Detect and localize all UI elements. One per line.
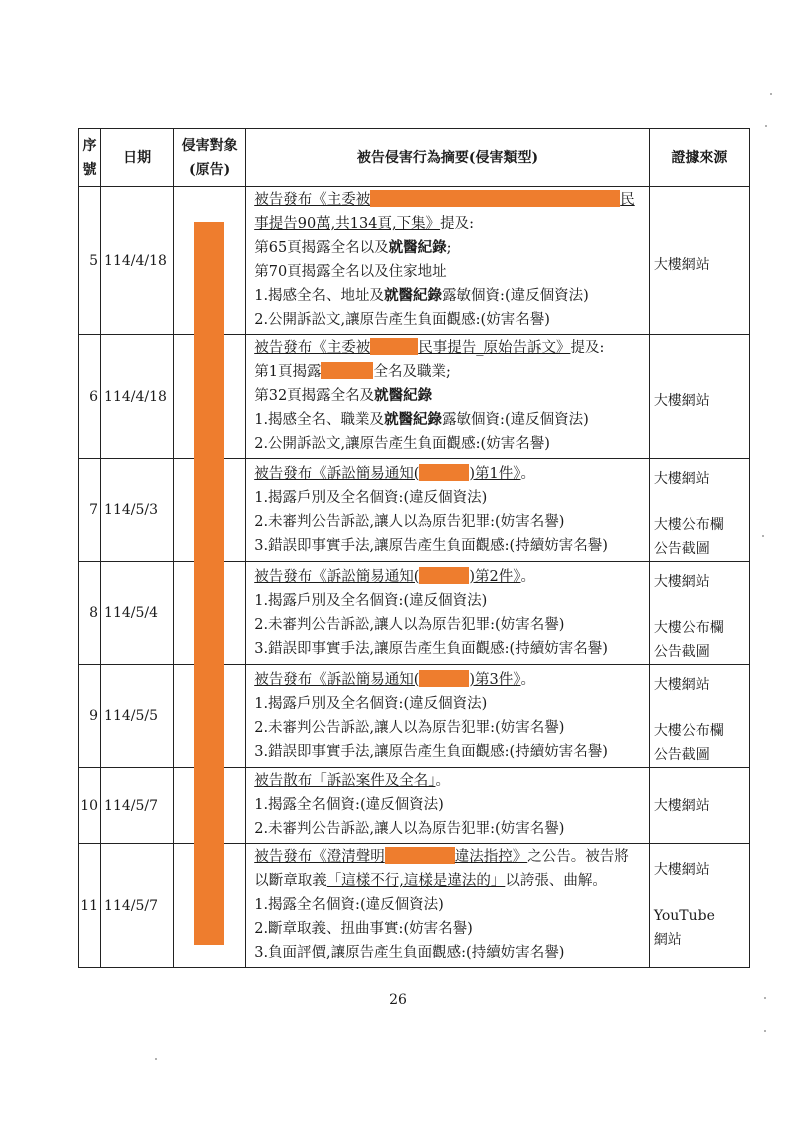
summary-text: 被告發布《訴訟簡易通知( bbox=[254, 568, 420, 585]
redaction-block bbox=[419, 567, 469, 584]
summary-text: 3.負面評價,讓原告產生負面觀感:(持續妨害名譽) bbox=[254, 945, 565, 961]
summary-text: 2.未審判公告訴訟,讓人以為原告犯罪:(妨害名譽) bbox=[254, 616, 565, 633]
summary-text: 就醫紀錄 bbox=[384, 287, 443, 304]
summary-text: 3.錯誤即事實手法,讓原告產生負面觀感:(持續妨害名譽) bbox=[254, 640, 608, 657]
row-source bbox=[649, 335, 749, 459]
row-source bbox=[649, 768, 749, 844]
summary-line bbox=[254, 668, 643, 692]
summary-text: 。 bbox=[435, 773, 450, 789]
table-row bbox=[79, 768, 750, 844]
header-date: 日期 bbox=[101, 129, 174, 187]
summary-text: 第1頁揭露 bbox=[254, 364, 322, 380]
summary-text: 第70頁揭露全名以及住家地址 bbox=[254, 264, 447, 280]
header-row bbox=[79, 129, 750, 187]
table-row bbox=[79, 459, 750, 562]
row-summary bbox=[246, 665, 650, 768]
summary-line bbox=[254, 565, 643, 589]
summary-text: 以誇張、曲解。 bbox=[505, 873, 607, 889]
summary-line bbox=[254, 740, 643, 764]
row-source bbox=[649, 665, 749, 768]
summary-line bbox=[254, 510, 643, 534]
row-seq: 11 bbox=[79, 844, 101, 968]
summary-text: 被告發布《訴訟簡易通知( bbox=[254, 671, 420, 688]
row-date: 114/5/5 bbox=[101, 665, 174, 768]
row-source bbox=[649, 187, 749, 335]
scan-speck bbox=[764, 997, 766, 999]
summary-text: 1.揭露戶別及全名個資:(違反個資法) bbox=[254, 592, 488, 609]
summary-line bbox=[254, 769, 643, 793]
header-seq: 序 號 bbox=[79, 129, 101, 187]
summary-text: 1.揭感全名、職業及 bbox=[254, 412, 385, 428]
source-text: 大樓公布欄 bbox=[653, 517, 724, 533]
row-date: 114/5/4 bbox=[101, 562, 174, 665]
table-row bbox=[79, 665, 750, 768]
row-seq: 10 bbox=[79, 768, 101, 844]
summary-line bbox=[254, 637, 643, 661]
summary-text: 。 bbox=[520, 568, 536, 585]
summary-line bbox=[254, 308, 643, 332]
summary-text: 2.斷章取義、扭曲事實:(妨害名譽) bbox=[254, 921, 473, 937]
source-text: 公告截圖 bbox=[653, 644, 710, 660]
summary-text: 。 bbox=[520, 671, 536, 688]
summary-text: 被告發布《主委被 bbox=[254, 340, 371, 356]
summary-line bbox=[254, 534, 643, 558]
summary-text: 1.揭感全名、地址及 bbox=[254, 288, 385, 304]
summary-text: 民事提告_原始告訴文》 bbox=[418, 340, 571, 356]
summary-line bbox=[254, 589, 643, 613]
summary-line bbox=[254, 212, 643, 236]
summary-text: 3.錯誤即事實手法,讓原告產生負面觀感:(持續妨害名譽) bbox=[254, 537, 608, 554]
summary-line bbox=[254, 284, 643, 308]
row-seq: 6 bbox=[79, 335, 101, 459]
summary-text: )第2件》 bbox=[469, 568, 521, 585]
victim-redaction-bar bbox=[194, 222, 224, 945]
summary-text: 就醫紀錄 bbox=[384, 411, 443, 428]
source-text: 大樓網站 bbox=[653, 677, 710, 693]
summary-text: 2.未審判公告訴訟,讓人以為原告犯罪:(妨害名譽) bbox=[254, 719, 565, 736]
table-row bbox=[79, 187, 750, 335]
summary-text: 之公告。被告將 bbox=[527, 849, 629, 865]
summary-text: 第32頁揭露全名及 bbox=[254, 388, 375, 404]
source-text: 大樓網站 bbox=[653, 257, 710, 273]
summary-line bbox=[254, 817, 643, 841]
scan-speck bbox=[765, 125, 767, 127]
summary-text: 1.揭露全名個資:(違反個資法) bbox=[254, 797, 444, 813]
row-summary bbox=[246, 335, 650, 459]
summary-text: 被告發布《訴訟簡易通知( bbox=[254, 465, 420, 482]
page-number: 26 bbox=[389, 992, 407, 1008]
row-summary bbox=[246, 187, 650, 335]
source-text: 大樓網站 bbox=[653, 471, 710, 487]
summary-line bbox=[254, 692, 643, 716]
summary-text: 被告散布「訴訟案件及全名」 bbox=[254, 773, 436, 789]
summary-line bbox=[254, 260, 643, 284]
redaction-block bbox=[419, 670, 469, 687]
row-summary bbox=[246, 459, 650, 562]
table-row bbox=[79, 844, 750, 968]
source-text: YouTube bbox=[653, 908, 715, 924]
header-summary: 被告侵害行為摘要(侵害類型) bbox=[246, 129, 650, 187]
source-text: 大樓公布欄 bbox=[653, 620, 724, 636]
summary-line bbox=[254, 236, 643, 260]
row-date: 114/5/7 bbox=[101, 768, 174, 844]
summary-line bbox=[254, 716, 643, 740]
row-source bbox=[649, 844, 749, 968]
redaction-block bbox=[370, 190, 620, 207]
summary-text: 2.公開訴訟文,讓原告產生負面觀感:(妨害名譽) bbox=[254, 312, 550, 328]
header-victim: 侵害對象 (原告) bbox=[174, 129, 246, 187]
summary-text: 民 bbox=[620, 192, 635, 208]
summary-text: 事提告90萬,共134頁,下集》 bbox=[254, 216, 441, 232]
row-seq: 7 bbox=[79, 459, 101, 562]
summary-line bbox=[254, 360, 643, 384]
table-row bbox=[79, 335, 750, 459]
summary-text: 2.未審判公告訴訟,讓人以為原告犯罪:(妨害名譽) bbox=[254, 821, 565, 837]
summary-text: 被告發布《澄清聲明 bbox=[254, 849, 385, 865]
summary-text: 2.公開訴訟文,讓原告產生負面觀感:(妨害名譽) bbox=[254, 436, 550, 452]
row-summary bbox=[246, 768, 650, 844]
source-text: 大樓網站 bbox=[653, 798, 710, 814]
row-date: 114/5/3 bbox=[101, 459, 174, 562]
row-source bbox=[649, 562, 749, 665]
redaction-block bbox=[370, 338, 418, 355]
summary-line bbox=[254, 845, 643, 869]
summary-text: 1.揭露戶別及全名個資:(違反個資法) bbox=[254, 695, 488, 712]
scan-speck bbox=[770, 93, 772, 95]
row-summary bbox=[246, 844, 650, 968]
row-summary bbox=[246, 562, 650, 665]
summary-line bbox=[254, 384, 643, 408]
infringement-table bbox=[78, 128, 750, 968]
source-text: 大樓公布欄 bbox=[653, 723, 724, 739]
source-text: 大樓網站 bbox=[653, 393, 710, 409]
summary-text: 全名及職業; bbox=[373, 364, 451, 380]
summary-text: 1.揭露戶別及全名個資:(違反個資法) bbox=[254, 489, 488, 506]
summary-text: 露敏個資:(違反個資法) bbox=[442, 288, 589, 304]
summary-text: 就醫紀錄 bbox=[388, 239, 447, 256]
summary-text: 以斷章取義 bbox=[254, 873, 327, 889]
summary-line bbox=[254, 869, 643, 893]
row-source bbox=[649, 459, 749, 562]
redaction-block bbox=[321, 362, 373, 379]
row-date: 114/5/7 bbox=[101, 844, 174, 968]
scan-speck bbox=[762, 535, 764, 537]
summary-text: 第65頁揭露全名以及 bbox=[254, 240, 389, 256]
summary-text: 3.錯誤即事實手法,讓原告產生負面觀感:(持續妨害名譽) bbox=[254, 743, 608, 760]
summary-line bbox=[254, 613, 643, 637]
row-seq: 9 bbox=[79, 665, 101, 768]
row-date: 114/4/18 bbox=[101, 187, 174, 335]
summary-line bbox=[254, 486, 643, 510]
summary-text: 。 bbox=[520, 465, 536, 482]
source-text: 公告截圖 bbox=[653, 747, 710, 763]
header-source: 證據來源 bbox=[649, 129, 749, 187]
source-text: 網站 bbox=[653, 932, 682, 948]
scan-speck bbox=[155, 1058, 157, 1060]
summary-line bbox=[254, 432, 643, 456]
summary-text: 露敏個資:(違反個資法) bbox=[442, 412, 589, 428]
summary-line bbox=[254, 188, 643, 212]
summary-text: )第3件》 bbox=[469, 671, 521, 688]
summary-line bbox=[254, 336, 643, 360]
summary-text: )第1件》 bbox=[469, 465, 521, 482]
scan-speck bbox=[764, 1030, 766, 1032]
row-date: 114/4/18 bbox=[101, 335, 174, 459]
source-text: 公告截圖 bbox=[653, 541, 710, 557]
source-text: 大樓網站 bbox=[653, 574, 710, 590]
summary-text: 提及: bbox=[440, 216, 474, 232]
summary-line bbox=[254, 462, 643, 486]
summary-text: 2.未審判公告訴訟,讓人以為原告犯罪:(妨害名譽) bbox=[254, 513, 565, 530]
redaction-block bbox=[419, 464, 469, 481]
redaction-block bbox=[385, 847, 455, 864]
summary-line bbox=[254, 917, 643, 941]
summary-text: 違法指控》 bbox=[454, 849, 528, 865]
summary-text: 提及: bbox=[570, 340, 605, 356]
summary-line bbox=[254, 408, 643, 432]
summary-line bbox=[254, 793, 643, 817]
row-seq: 8 bbox=[79, 562, 101, 665]
summary-line bbox=[254, 893, 643, 917]
summary-text: ; bbox=[446, 240, 452, 256]
row-seq: 5 bbox=[79, 187, 101, 335]
summary-line bbox=[254, 941, 643, 965]
source-text: 大樓網站 bbox=[653, 862, 710, 878]
summary-text: 就醫紀錄 bbox=[374, 387, 433, 404]
summary-text: 1.揭露全名個資:(違反個資法) bbox=[254, 897, 444, 913]
summary-text: 「這樣不行,這樣是違法的」 bbox=[326, 873, 506, 889]
table-row bbox=[79, 562, 750, 665]
summary-text: 被告發布《主委被 bbox=[254, 192, 371, 208]
